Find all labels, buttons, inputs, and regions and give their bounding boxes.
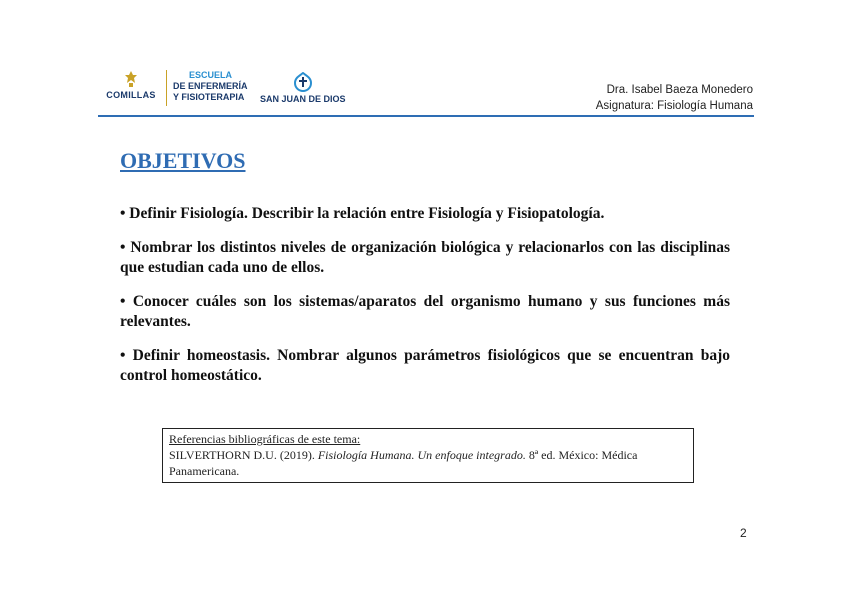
reference-details: 8ª ed. México: Médica Panamericana.	[169, 448, 638, 478]
reference-entry	[169, 447, 687, 479]
objective-item: • Nombrar los distintos niveles de organización biológica y relacionarlos con las disciplinas que estudian cada uno de ellos.	[120, 239, 730, 276]
logo-divider	[166, 70, 167, 106]
page-header	[0, 0, 848, 120]
sjd-logo	[260, 72, 350, 106]
reference-book-title: Fisiología Humana. Un enfoque integrado.	[317, 448, 526, 462]
sjd-crest-icon	[292, 72, 314, 92]
school-logo-line2: DE ENFERMERÍA	[173, 81, 248, 91]
subject-name: Asignatura: Fisiología Humana	[595, 100, 753, 112]
objective-item: • Conocer cuáles son los sistemas/aparatos del organismo humano y sus funciones más relevantes.	[120, 293, 730, 330]
header-rule	[98, 115, 754, 117]
author-name: Dra. Isabel Baeza Monedero	[606, 84, 753, 96]
sjd-logo-text: SAN JUAN DE DIOS	[260, 94, 346, 104]
page-title: OBJETIVOS	[120, 148, 246, 173]
objectives-list	[120, 204, 730, 400]
school-logo-line3: Y FISIOTERAPIA	[173, 92, 245, 102]
objective-item: • Definir homeostasis. Nombrar algunos parámetros fisiológicos que se encuentran bajo control homeostático.	[120, 347, 730, 384]
school-logo	[173, 70, 248, 103]
references-box	[162, 428, 694, 483]
reference-authors: SILVERTHORN D.U. (2019).	[169, 448, 318, 462]
comillas-logo	[100, 70, 162, 112]
page-number: 2	[740, 526, 747, 540]
references-heading: Referencias bibliográficas de este tema:	[169, 432, 361, 446]
school-logo-line1: ESCUELA	[189, 70, 233, 80]
objective-item: • Definir Fisiología. Describir la relación entre Fisiología y Fisiopatología.	[120, 205, 605, 222]
author-block	[596, 82, 753, 114]
comillas-crest-icon	[122, 70, 140, 88]
comillas-logo-text: COMILLAS	[106, 90, 156, 100]
